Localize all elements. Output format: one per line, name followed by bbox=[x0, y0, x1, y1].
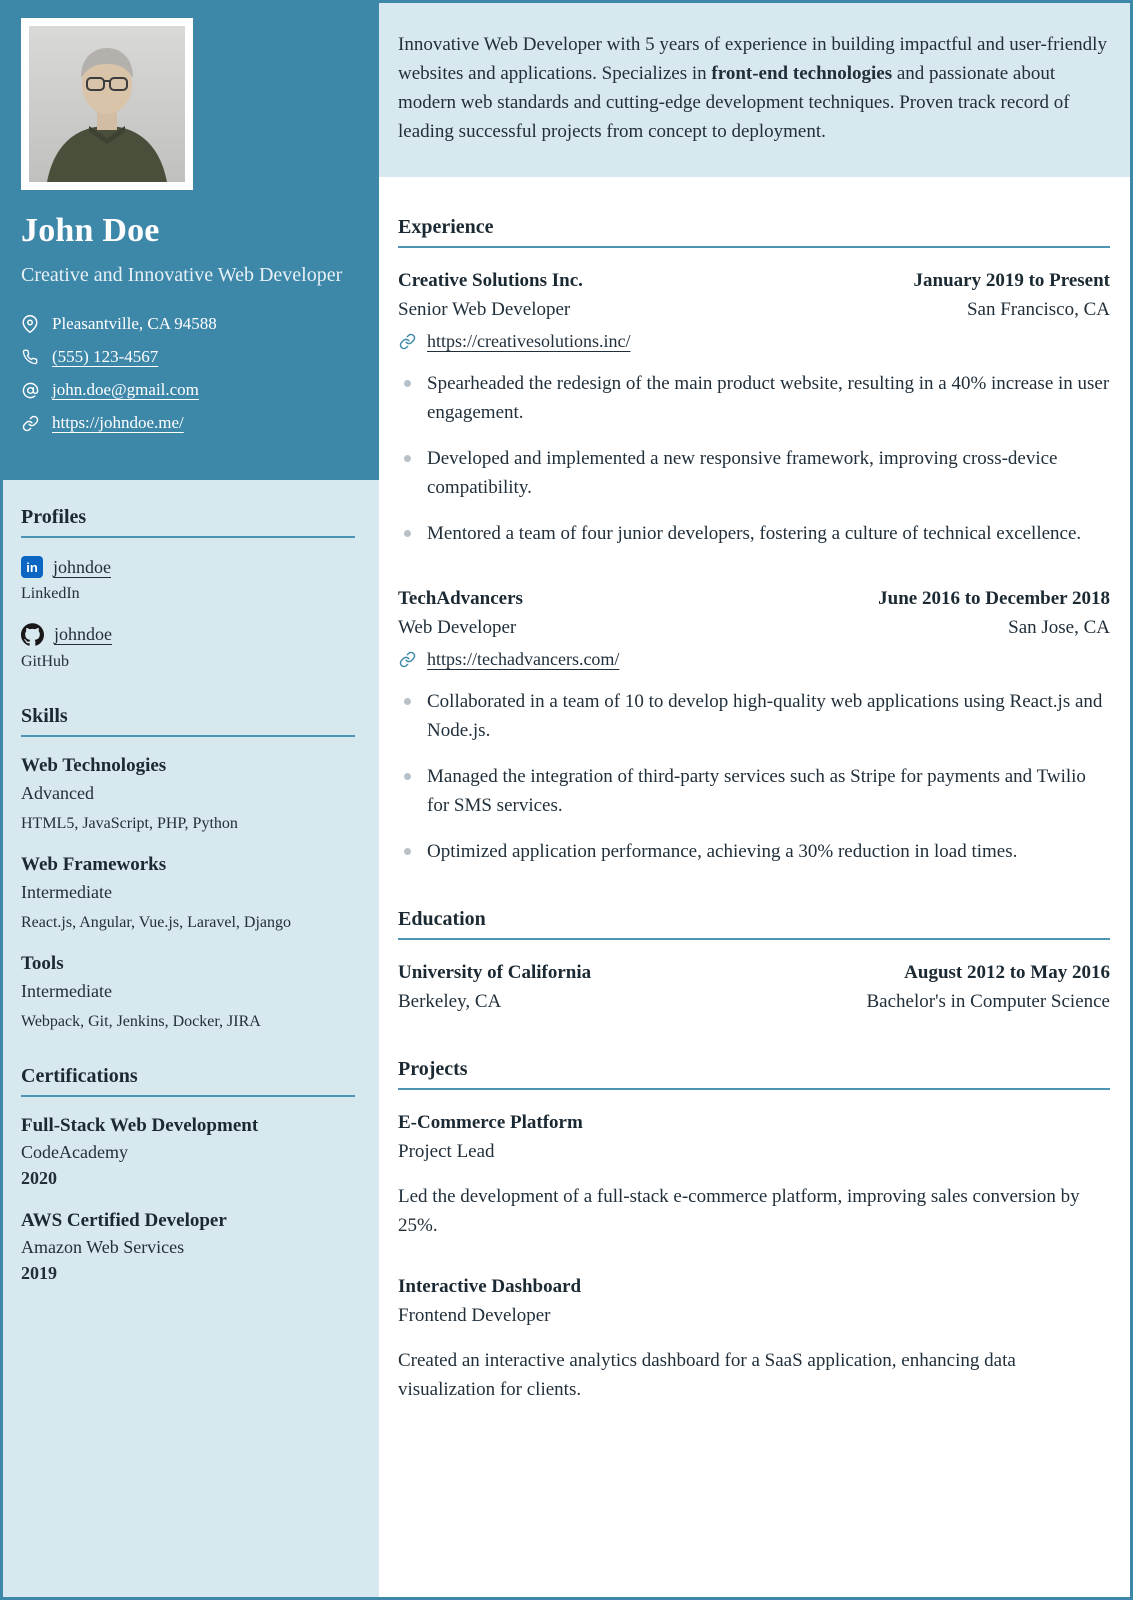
certification-title: Full-Stack Web Development bbox=[21, 1115, 259, 1137]
skill-keywords: React.js, Angular, Vue.js, Laravel, Django bbox=[21, 914, 292, 932]
link-icon bbox=[398, 651, 416, 669]
experience-bullet: Optimized application performance, achieving a 30% reduction in load times. bbox=[398, 837, 1110, 866]
certification-title: AWS Certified Developer bbox=[21, 1210, 227, 1232]
linkedin-username-link[interactable]: johndoe bbox=[53, 556, 111, 577]
school-location: Berkeley, CA bbox=[398, 991, 502, 1012]
degree: Bachelor's in Computer Science bbox=[866, 991, 1110, 1012]
project-role: Project Lead bbox=[398, 1141, 495, 1162]
skill-level: Advanced bbox=[21, 783, 94, 804]
main-column bbox=[379, 3, 1130, 1597]
skill-name: Web Frameworks bbox=[21, 854, 167, 876]
experience-bullet: Collaborated in a team of 10 to develop high-quality web applications using React.js and Node.js. bbox=[398, 687, 1110, 745]
skill-level: Intermediate bbox=[21, 981, 112, 1002]
certifications-heading: Certifications bbox=[21, 1065, 355, 1097]
sidebar bbox=[3, 3, 379, 1597]
location-text: Pleasantville, CA 94588 bbox=[52, 314, 217, 334]
projects-section bbox=[398, 1058, 1110, 1404]
at-sign-icon bbox=[21, 381, 39, 399]
name: John Doe bbox=[21, 212, 160, 249]
contact-location bbox=[21, 314, 355, 334]
job-location: San Jose, CA bbox=[1008, 617, 1110, 638]
summary bbox=[379, 3, 1130, 177]
project-description: Created an interactive analytics dashboard for a SaaS application, enhancing data visualization for clients. bbox=[398, 1350, 1016, 1400]
certification-item bbox=[21, 1210, 355, 1284]
map-pin-icon bbox=[21, 315, 39, 333]
skill-keywords: Webpack, Git, Jenkins, Docker, JIRA bbox=[21, 1013, 261, 1031]
profiles-section bbox=[21, 506, 355, 671]
skills-section bbox=[21, 705, 355, 1031]
project-description: Led the development of a full-stack e-commerce platform, improving sales conversion by 25%. bbox=[398, 1186, 1080, 1236]
experience-bullet: Spearheaded the redesign of the main product website, resulting in a 40% increase in user engagement. bbox=[398, 369, 1110, 427]
job-title: Senior Web Developer bbox=[398, 299, 571, 320]
certification-item bbox=[21, 1115, 355, 1189]
github-network-label: GitHub bbox=[21, 653, 69, 671]
skill-item bbox=[21, 755, 355, 833]
project-role: Frontend Developer bbox=[398, 1305, 551, 1326]
certification-year: 2020 bbox=[21, 1168, 57, 1189]
experience-bullets bbox=[398, 369, 1110, 548]
email-link[interactable]: john.doe@gmail.com bbox=[52, 380, 199, 400]
profile-photo bbox=[21, 18, 193, 190]
contact-email bbox=[21, 380, 355, 400]
skill-item bbox=[21, 953, 355, 1031]
skill-name: Web Technologies bbox=[21, 755, 167, 777]
experience-section bbox=[398, 216, 1110, 866]
project-name: Interactive Dashboard bbox=[398, 1276, 582, 1297]
skill-item bbox=[21, 854, 355, 932]
experience-bullet: Mentored a team of four junior developers, fostering a culture of technical excellence. bbox=[398, 519, 1110, 548]
sidebar-body bbox=[3, 480, 379, 1338]
headline: Creative and Innovative Web Developer bbox=[21, 264, 343, 286]
profile-linkedin bbox=[21, 556, 355, 603]
company-website-link[interactable]: https://techadvancers.com/ bbox=[427, 649, 620, 669]
github-username-link[interactable]: johndoe bbox=[54, 624, 112, 645]
contact-phone bbox=[21, 347, 355, 367]
experience-entry bbox=[398, 584, 1110, 866]
link-icon bbox=[21, 414, 39, 432]
summary-text: and passionate about modern web standards and cutting-edge development techniques. Proven track record of leading successful projects from concept to deployment. bbox=[398, 63, 1070, 142]
link-icon bbox=[398, 333, 416, 351]
project-entry bbox=[398, 1108, 1110, 1240]
skill-name: Tools bbox=[21, 953, 64, 975]
education-heading: Education bbox=[398, 908, 1110, 940]
summary-text: Innovative Web Developer with 5 years of experience in building impactful and user-friendly websites and applications. Specializes in bbox=[398, 34, 1107, 84]
profile-photo-image bbox=[29, 26, 185, 182]
experience-heading: Experience bbox=[398, 216, 1110, 248]
main-body bbox=[379, 177, 1130, 1404]
phone-link[interactable]: (555) 123-4567 bbox=[52, 347, 159, 367]
job-title: Web Developer bbox=[398, 617, 517, 638]
experience-bullets bbox=[398, 687, 1110, 866]
experience-bullet: Developed and implemented a new responsive framework, improving cross-device compatibility. bbox=[398, 444, 1110, 502]
certification-issuer: Amazon Web Services bbox=[21, 1237, 185, 1258]
profile-github bbox=[21, 623, 355, 671]
skills-heading: Skills bbox=[21, 705, 355, 737]
education-section bbox=[398, 908, 1110, 1016]
education-entry bbox=[398, 958, 1110, 1016]
profiles-heading: Profiles bbox=[21, 506, 355, 538]
certification-issuer: CodeAcademy bbox=[21, 1142, 128, 1163]
experience-entry bbox=[398, 266, 1110, 548]
github-icon bbox=[21, 623, 44, 646]
linkedin-icon: in bbox=[21, 556, 43, 578]
summary-bold-text: front-end technologies bbox=[711, 63, 893, 84]
job-location: San Francisco, CA bbox=[966, 299, 1110, 320]
date-range: June 2016 to December 2018 bbox=[878, 588, 1110, 609]
skill-keywords: HTML5, JavaScript, PHP, Python bbox=[21, 815, 238, 833]
education-dates: August 2012 to May 2016 bbox=[904, 962, 1110, 983]
company-website-link[interactable]: https://creativesolutions.inc/ bbox=[427, 331, 631, 351]
experience-bullet: Managed the integration of third-party services such as Stripe for payments and Twilio for SMS services. bbox=[398, 762, 1110, 820]
company-name: Creative Solutions Inc. bbox=[398, 270, 583, 291]
skill-level: Intermediate bbox=[21, 882, 112, 903]
project-entry bbox=[398, 1272, 1110, 1404]
company-name: TechAdvancers bbox=[398, 588, 523, 609]
date-range: January 2019 to Present bbox=[913, 270, 1110, 291]
project-name: E-Commerce Platform bbox=[398, 1112, 583, 1133]
projects-heading: Projects bbox=[398, 1058, 1110, 1090]
school-name: University of California bbox=[398, 962, 592, 983]
contact-website bbox=[21, 413, 355, 433]
website-link[interactable]: https://johndoe.me/ bbox=[52, 413, 184, 433]
sidebar-header bbox=[3, 3, 379, 480]
phone-icon bbox=[21, 348, 39, 366]
certification-year: 2019 bbox=[21, 1263, 57, 1284]
linkedin-network-label: LinkedIn bbox=[21, 585, 80, 603]
certifications-section bbox=[21, 1065, 355, 1284]
contact-list bbox=[21, 314, 355, 433]
